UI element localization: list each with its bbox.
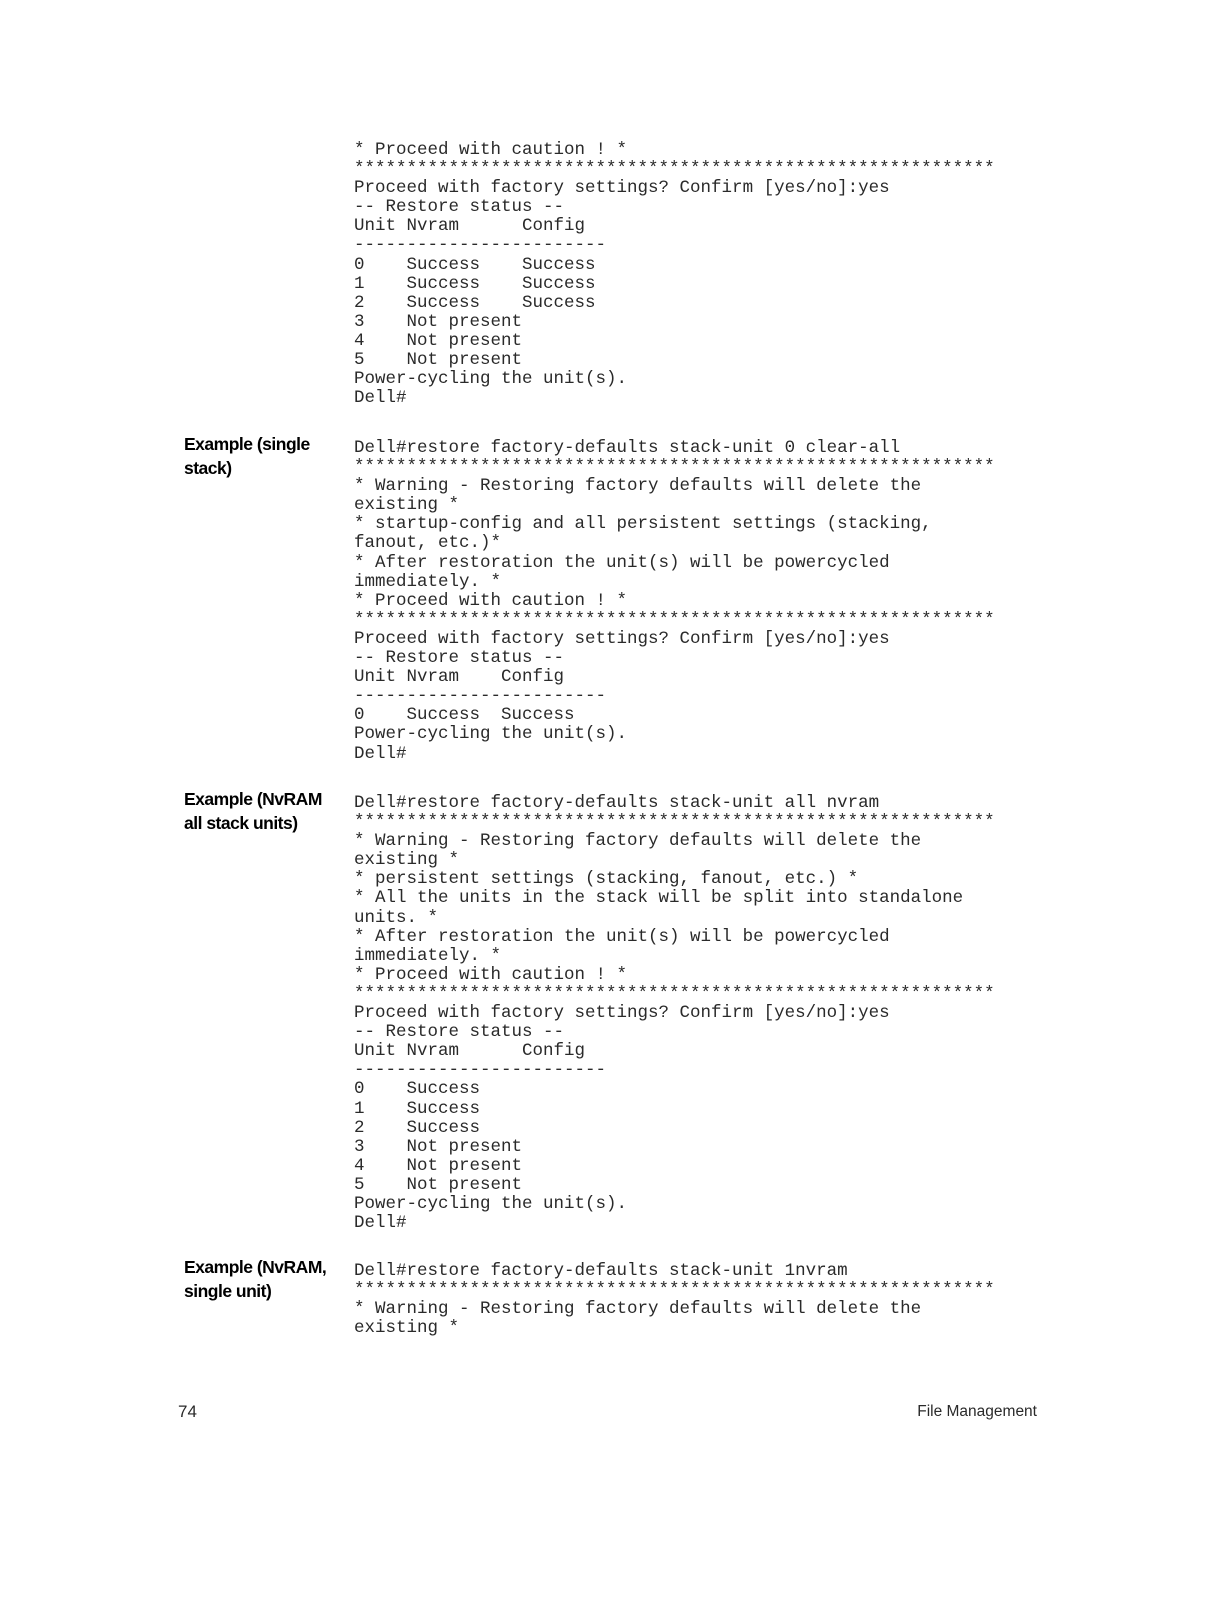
page-number: 74 [178,1402,197,1421]
code-block-single-stack: Dell#restore factory-defaults stack-unit 0 clear-all ************************************************************* * Warning - Restoring factory defaults will delete the existing * * startup-config and all persistent settings (stacking, fanout, etc.)* * After restoration the unit(s) will be powercycled immediately. * * Proceed with caution ! * ************************************************************* Proceed with factory settings? Confirm [yes/no]:yes -- Restore status -- Unit Nvram Config ------------------------ 0 Success Success Power-cycling the unit(s). Dell# [354,438,995,764]
code-block-nvram-single: Dell#restore factory-defaults stack-unit 1nvram ************************************************************* * Warning - Restoring factory defaults will delete the existing * [354,1261,995,1339]
code-block-nvram-all: Dell#restore factory-defaults stack-unit all nvram ************************************************************* * Warning - Restoring factory defaults will delete the existing * * persistent settings (stacking, fanout, etc.) * * All the units in the stack will be split into standalone units. * * After restoration the unit(s) will be powercycled immediately. * * Proceed with caution ! * ************************************************************* Proceed with factory settings? Confirm [yes/no]:yes -- Restore status -- Unit Nvram Config ------------------------ 0 Success 1 Success 2 Success 3 Not present 4 Not present 5 Not present Power-cycling the unit(s). Dell# [354,793,995,1234]
example-label-single-stack: Example (single stack) [184,434,310,478]
footer-section-title: File Management [917,1403,1037,1420]
example-label-nvram-all: Example (NvRAM all stack units) [184,789,322,833]
code-block-restore-all-output: * Proceed with caution ! * ************************************************************* Proceed with factory settings? Confirm [yes/no]:yes -- Restore status -- Unit Nvram Config ------------------------ 0 Success Success 1 Success Success 2 Success Success 3 Not present 4 Not present 5 Not present Power-cycling the unit(s). Dell# [354,140,995,409]
example-label-nvram-single: Example (NvRAM, single unit) [184,1257,327,1301]
